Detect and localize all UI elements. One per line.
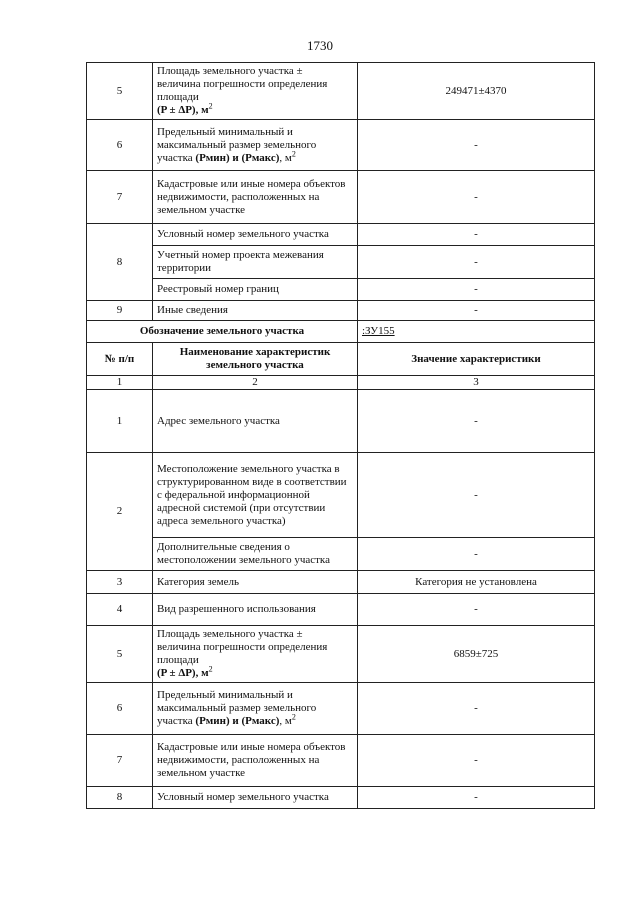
page-number: 1730 xyxy=(307,38,333,53)
row-number: 8 xyxy=(87,787,153,809)
characteristic-value: 6859±725 xyxy=(358,626,595,683)
row-number: 8 xyxy=(87,224,153,301)
column-number: 2 xyxy=(153,376,358,390)
table-row xyxy=(87,787,595,809)
characteristic-value: - xyxy=(358,279,595,301)
header-characteristic: Наименование характеристик земельного участка xyxy=(153,343,358,376)
table-row xyxy=(87,594,595,626)
row-number: 6 xyxy=(87,683,153,735)
table-row xyxy=(87,538,595,571)
characteristic-name: Предельный минимальный и максимальный размер земельного участка (Pмин) и (Pмакс), $м^2$ xyxy=(153,120,358,171)
table-row xyxy=(87,626,595,683)
characteristic-value: - xyxy=(358,301,595,321)
row-number: 9 xyxy=(87,301,153,321)
header-number: № п/п xyxy=(87,343,153,376)
characteristic-value: - xyxy=(358,246,595,279)
table-row xyxy=(87,171,595,224)
characteristic-name: Площадь земельного участка ± величина погрешности определения площади (P ± ΔP), $м^2$ xyxy=(153,63,358,120)
table-row xyxy=(87,683,595,735)
designation-row xyxy=(87,321,595,343)
column-number: 3 xyxy=(358,376,595,390)
table-row xyxy=(87,224,595,246)
column-number: 1 xyxy=(87,376,153,390)
characteristic-name: Предельный минимальный и максимальный размер земельного участка (Pмин) и (Pмакс), $м^2$ xyxy=(153,683,358,735)
characteristic-value: - xyxy=(358,120,595,171)
table-row xyxy=(87,120,595,171)
characteristic-value: Категория не установлена xyxy=(358,571,595,594)
characteristic-value: - xyxy=(358,171,595,224)
characteristic-name: Иные сведения xyxy=(153,301,358,321)
row-number: 7 xyxy=(87,735,153,787)
characteristic-value: - xyxy=(358,735,595,787)
table-row xyxy=(87,571,595,594)
characteristic-name: Условный номер земельного участка xyxy=(153,787,358,809)
characteristic-name: Местоположение земельного участка в структурированном виде в соответствии с федеральной информационной адресной системой (при отсутствии адреса земельного участка) xyxy=(153,453,358,538)
characteristic-name: Адрес земельного участка xyxy=(153,390,358,453)
characteristic-name: Учетный номер проекта межевания территории xyxy=(153,246,358,279)
characteristic-value: - xyxy=(358,683,595,735)
table-row xyxy=(87,390,595,453)
designation-value: :ЗУ155 xyxy=(358,321,595,343)
characteristic-name: Категория земель xyxy=(153,571,358,594)
table-row xyxy=(87,246,595,279)
row-number: 5 xyxy=(87,626,153,683)
row-number: 2 xyxy=(87,453,153,571)
characteristic-value: 249471±4370 xyxy=(358,63,595,120)
row-number: 1 xyxy=(87,390,153,453)
row-number: 3 xyxy=(87,571,153,594)
characteristic-value: - xyxy=(358,453,595,538)
row-number: 5 xyxy=(87,63,153,120)
characteristic-name: Кадастровые или иные номера объектов недвижимости, расположенных на земельном участке xyxy=(153,171,358,224)
header-value: Значение характеристики xyxy=(358,343,595,376)
row-number: 7 xyxy=(87,171,153,224)
table-row xyxy=(87,301,595,321)
characteristic-value: - xyxy=(358,390,595,453)
characteristic-name: Дополнительные сведения о местоположении земельного участка xyxy=(153,538,358,571)
characteristic-name: Кадастровые или иные номера объектов недвижимости, расположенных на земельном участке xyxy=(153,735,358,787)
row-number: 4 xyxy=(87,594,153,626)
characteristic-name: Площадь земельного участка ± величина погрешности определения площади (P ± ΔP), $м^2$ xyxy=(153,626,358,683)
row-number: 6 xyxy=(87,120,153,171)
designation-label: Обозначение земельного участка xyxy=(87,321,358,343)
table-header-row xyxy=(87,343,595,376)
column-number-row xyxy=(87,376,595,390)
table-row xyxy=(87,63,595,120)
characteristic-value: - xyxy=(358,787,595,809)
characteristic-value: - xyxy=(358,224,595,246)
table-row xyxy=(87,453,595,538)
land-plot-table xyxy=(86,62,595,809)
characteristic-name: Условный номер земельного участка xyxy=(153,224,358,246)
characteristic-value: - xyxy=(358,538,595,571)
characteristic-value: - xyxy=(358,594,595,626)
characteristic-name: Вид разрешенного использования xyxy=(153,594,358,626)
table-row xyxy=(87,279,595,301)
table-row xyxy=(87,735,595,787)
characteristic-name: Реестровый номер границ xyxy=(153,279,358,301)
